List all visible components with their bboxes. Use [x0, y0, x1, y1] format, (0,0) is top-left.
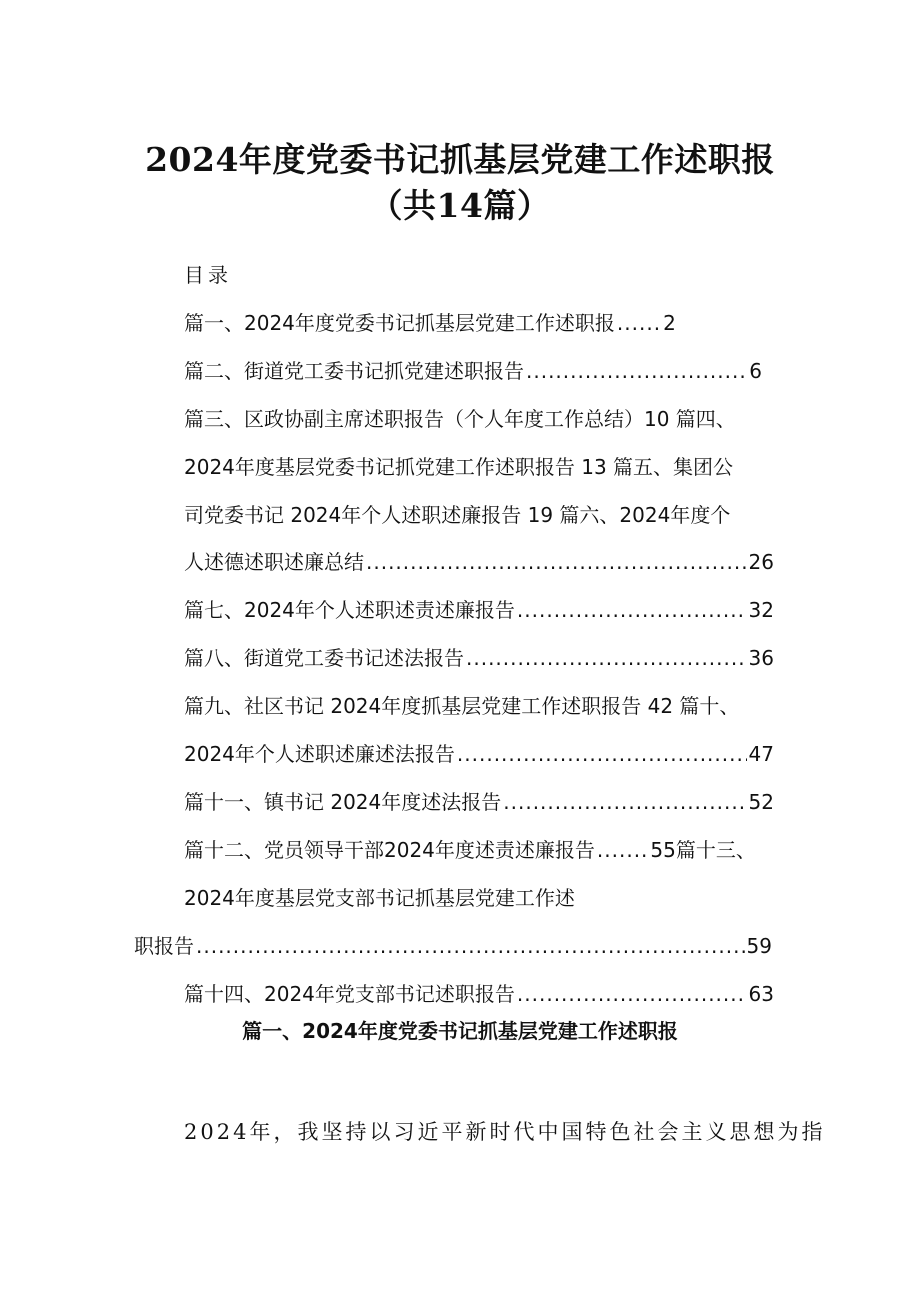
toc-page-number: 47	[748, 742, 774, 766]
toc-page-number: 63	[748, 982, 774, 1006]
toc-leader	[196, 931, 745, 961]
toc-leader	[517, 595, 747, 625]
toc-leader: .......	[596, 838, 649, 862]
toc-leader	[526, 356, 747, 386]
toc-leader: ......	[616, 311, 662, 335]
toc-page-number: 55篇十三、	[650, 838, 756, 862]
section-heading: 篇一、2024年度党委书记抓基层党建工作述职报	[242, 1019, 678, 1043]
toc-page-number: 52	[748, 790, 774, 814]
toc-leader	[466, 643, 747, 673]
toc-line-text: 人述德述职述廉总结	[184, 550, 364, 574]
document-title: 2024年度党委书记抓基层党建工作述职报	[145, 140, 775, 179]
toc-line-13[interactable]	[184, 883, 575, 913]
toc-line-text: 篇十四、2024年党支部书记述职报告	[184, 982, 515, 1006]
toc-line-text: 篇八、街道党工委书记述法报告	[184, 646, 464, 670]
toc-line-5[interactable]	[184, 500, 730, 530]
toc-heading: 目录	[184, 263, 232, 287]
toc-line-text: 2024年度基层党支部书记抓基层党建工作述	[184, 886, 575, 910]
toc-line-7[interactable]	[184, 595, 774, 625]
toc-line-10[interactable]	[184, 739, 774, 769]
toc-line-15[interactable]	[184, 979, 774, 1009]
toc-line-12[interactable]	[184, 835, 796, 865]
toc-line-text: 篇十二、党员领导干部2024年度述责述廉报告	[184, 838, 595, 862]
toc-line-8[interactable]	[184, 643, 774, 673]
toc-line-text: 司党委书记 2024年个人述职述廉报告 19 篇六、2024年度个	[184, 503, 731, 527]
body-paragraph: 2024年，我坚持以习近平新时代中国特色社会主义思想为指	[184, 1120, 826, 1144]
toc-line-text: 篇九、社区书记 2024年度抓基层党建工作述职报告 42 篇十、	[184, 694, 740, 718]
toc-page-number: 59	[746, 934, 772, 958]
toc-line-2[interactable]	[184, 356, 762, 386]
toc-line-text: 篇十一、镇书记 2024年度述法报告	[184, 790, 502, 814]
document-subtitle: （共14篇）	[369, 186, 551, 225]
toc-line-text: 篇三、区政协副主席述职报告（个人年度工作总结）10 篇四、	[184, 407, 736, 431]
toc-page-number: 36	[748, 646, 774, 670]
toc-line-text: 篇一、2024年度党委书记抓基层党建工作述职报	[184, 311, 615, 335]
toc-page-number: 6	[749, 359, 762, 383]
toc-page-number: 2	[663, 311, 676, 335]
toc-leader	[457, 739, 747, 769]
toc-leader	[517, 979, 747, 1009]
toc-line-11[interactable]	[184, 787, 774, 817]
toc-line-6[interactable]	[184, 547, 774, 577]
toc-line-text: 2024年个人述职述廉述法报告	[184, 742, 455, 766]
toc-page-number: 26	[748, 550, 774, 574]
toc-line-text: 2024年度基层党委书记抓党建工作述职报告 13 篇五、集团公	[184, 455, 734, 479]
toc-line-3[interactable]	[184, 404, 736, 434]
toc-line-text: 篇二、街道党工委书记抓党建述职报告	[184, 359, 524, 383]
toc-line-14[interactable]	[134, 931, 772, 961]
toc-leader	[503, 787, 746, 817]
toc-leader	[366, 547, 747, 577]
toc-line-9[interactable]	[184, 691, 739, 721]
toc-line-text: 篇七、2024年个人述职述责述廉报告	[184, 598, 515, 622]
toc-line-text: 职报告	[134, 934, 194, 958]
toc-page-number: 32	[748, 598, 774, 622]
toc-line-1[interactable]	[184, 308, 726, 338]
toc-line-4[interactable]	[184, 452, 733, 482]
